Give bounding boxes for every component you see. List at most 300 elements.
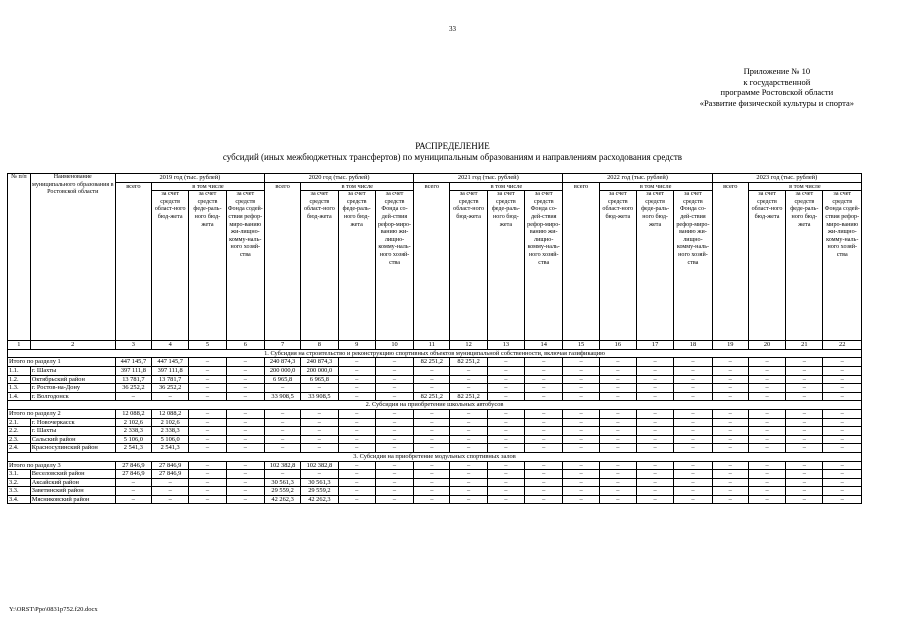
value-cell: – — [450, 444, 487, 453]
value-cell: – — [414, 409, 450, 418]
value-cell: 2 102,6 — [152, 418, 189, 427]
header-total: всего — [264, 182, 300, 341]
municipality-name: г. Новочеркасск — [30, 418, 115, 427]
value-cell: – — [226, 366, 264, 375]
value-cell: – — [712, 375, 748, 384]
value-cell: – — [487, 478, 524, 487]
value-cell: – — [189, 470, 226, 479]
column-number: 14 — [525, 341, 563, 350]
value-cell: 6 965,8 — [301, 375, 338, 384]
value-cell: – — [563, 478, 599, 487]
value-cell: – — [189, 384, 226, 393]
column-number: 5 — [189, 341, 226, 350]
value-cell: – — [636, 470, 673, 479]
value-cell: – — [674, 366, 712, 375]
table-body — [8, 349, 862, 504]
value-cell: – — [226, 392, 264, 401]
municipality-name: Мясниковский район — [30, 495, 115, 504]
value-cell: – — [786, 444, 823, 453]
value-cell: – — [301, 409, 338, 418]
value-cell: – — [338, 470, 375, 479]
section-title-row — [8, 401, 862, 410]
value-cell: – — [375, 384, 413, 393]
value-cell: – — [599, 375, 636, 384]
value-cell: – — [226, 409, 264, 418]
value-cell: 200 000,0 — [301, 366, 338, 375]
value-cell: – — [786, 427, 823, 436]
value-cell: – — [338, 418, 375, 427]
value-cell: – — [450, 409, 487, 418]
header-total: всего — [414, 182, 450, 341]
value-cell: – — [487, 461, 524, 470]
value-cell: – — [301, 444, 338, 453]
municipality-name: Красносулинский район — [30, 444, 115, 453]
value-cell: – — [599, 418, 636, 427]
row-number: 1.3. — [8, 384, 31, 393]
header-incl: в том числе — [152, 182, 265, 191]
value-cell: – — [712, 418, 748, 427]
header-federal-budget: за счет средств феде-раль-ного бюд-жета — [487, 191, 524, 341]
value-cell: – — [414, 384, 450, 393]
row-number: 3.2. — [8, 478, 31, 487]
header-incl: в том числе — [450, 182, 563, 191]
value-cell: – — [487, 487, 524, 496]
value-cell: – — [599, 358, 636, 367]
value-cell: 30 561,3 — [264, 478, 300, 487]
value-cell: – — [226, 427, 264, 436]
page-number: 33 — [449, 25, 456, 33]
value-cell: – — [450, 470, 487, 479]
value-cell: 102 382,8 — [264, 461, 300, 470]
column-number: 18 — [674, 341, 712, 350]
value-cell: – — [375, 495, 413, 504]
value-cell: – — [563, 444, 599, 453]
value-cell: – — [226, 444, 264, 453]
section-title-row — [8, 452, 862, 461]
value-cell: – — [152, 495, 189, 504]
value-cell: – — [636, 444, 673, 453]
value-cell: – — [674, 375, 712, 384]
value-cell: 30 561,3 — [301, 478, 338, 487]
value-cell: – — [226, 487, 264, 496]
value-cell: – — [636, 427, 673, 436]
column-number: 12 — [450, 341, 487, 350]
value-cell: – — [115, 392, 151, 401]
value-cell: – — [786, 418, 823, 427]
value-cell: – — [338, 435, 375, 444]
column-number: 11 — [414, 341, 450, 350]
value-cell: – — [189, 495, 226, 504]
value-cell: – — [450, 375, 487, 384]
column-number-row — [8, 341, 862, 350]
value-cell: – — [563, 427, 599, 436]
value-cell: – — [375, 366, 413, 375]
header-regional-budget: за счет средств област-ного бюд-жета — [301, 191, 338, 341]
value-cell: – — [487, 435, 524, 444]
section-title-row — [8, 349, 862, 358]
value-cell: – — [823, 418, 862, 427]
column-number: 20 — [748, 341, 785, 350]
value-cell: 13 781,7 — [152, 375, 189, 384]
table-row — [8, 366, 862, 375]
value-cell: 397 111,8 — [152, 366, 189, 375]
value-cell: – — [375, 478, 413, 487]
table-row — [8, 418, 862, 427]
value-cell: – — [823, 444, 862, 453]
value-cell: 2 541,3 — [115, 444, 151, 453]
table-row — [8, 427, 862, 436]
value-cell: – — [823, 495, 862, 504]
value-cell: – — [264, 444, 300, 453]
value-cell: 447 145,7 — [152, 358, 189, 367]
value-cell: – — [786, 461, 823, 470]
value-cell: – — [338, 444, 375, 453]
value-cell: – — [189, 358, 226, 367]
value-cell: – — [786, 384, 823, 393]
value-cell: – — [823, 461, 862, 470]
value-cell: – — [636, 366, 673, 375]
value-cell: – — [674, 358, 712, 367]
value-cell: – — [226, 384, 264, 393]
value-cell: – — [375, 375, 413, 384]
value-cell: – — [674, 461, 712, 470]
value-cell: – — [563, 409, 599, 418]
table-row — [8, 444, 862, 453]
value-cell: – — [487, 495, 524, 504]
value-cell: 82 251,2 — [414, 392, 450, 401]
value-cell: 82 251,2 — [450, 392, 487, 401]
value-cell: – — [226, 435, 264, 444]
value-cell: 42 262,3 — [301, 495, 338, 504]
value-cell: 2 102,6 — [115, 418, 151, 427]
municipality-name: Веселовский район — [30, 470, 115, 479]
value-cell: – — [712, 470, 748, 479]
value-cell: – — [823, 427, 862, 436]
value-cell: – — [450, 478, 487, 487]
value-cell: – — [674, 444, 712, 453]
column-number: 6 — [226, 341, 264, 350]
value-cell: – — [748, 470, 785, 479]
value-cell: – — [301, 470, 338, 479]
row-number: 3.4. — [8, 495, 31, 504]
value-cell: – — [712, 358, 748, 367]
value-cell: – — [748, 435, 785, 444]
header-incl: в том числе — [301, 182, 414, 191]
value-cell: – — [414, 495, 450, 504]
value-cell: – — [152, 478, 189, 487]
header-incl: в том числе — [748, 182, 861, 191]
value-cell: – — [636, 375, 673, 384]
value-cell: – — [375, 358, 413, 367]
value-cell: – — [487, 470, 524, 479]
document-subtitle: субсидий (иных межбюджетных трансфертов) по муниципальным образованиям и направлениям расходования средств — [222, 152, 683, 162]
value-cell: – — [748, 495, 785, 504]
column-number: 1 — [8, 341, 31, 350]
value-cell: – — [487, 384, 524, 393]
header-total: всего — [115, 182, 151, 341]
value-cell: – — [525, 427, 563, 436]
value-cell: – — [786, 409, 823, 418]
value-cell: – — [525, 478, 563, 487]
row-number: 3.1. — [8, 470, 31, 479]
value-cell: – — [636, 358, 673, 367]
value-cell: – — [599, 461, 636, 470]
value-cell: – — [189, 444, 226, 453]
value-cell: – — [599, 427, 636, 436]
value-cell: 33 908,5 — [264, 392, 300, 401]
value-cell: – — [414, 435, 450, 444]
value-cell: – — [712, 409, 748, 418]
value-cell: – — [563, 418, 599, 427]
value-cell: – — [636, 392, 673, 401]
value-cell: – — [712, 435, 748, 444]
value-cell: – — [189, 366, 226, 375]
value-cell: 36 252,2 — [115, 384, 151, 393]
value-cell: – — [712, 478, 748, 487]
appendix-line: программе Ростовской области — [720, 87, 834, 97]
header-year-2023: 2023 год (тыс. рублей) — [712, 174, 861, 183]
header-total: всего — [712, 182, 748, 341]
value-cell: – — [189, 392, 226, 401]
row-number: 2.2. — [8, 427, 31, 436]
header-housing-fund: за счет средств Фонда со-дей-ствия рефор-миро-ванию жи-лищно-комму-наль-ного хозяй-ства — [674, 191, 712, 341]
header-housing-fund: за счет средств Фонда со-дей-ствия рефор-миро-ванию жи-лищно-комму-наль-ного хозяй-ства — [375, 191, 413, 341]
value-cell: 82 251,2 — [450, 358, 487, 367]
value-cell: – — [375, 392, 413, 401]
value-cell: – — [786, 366, 823, 375]
value-cell: – — [712, 427, 748, 436]
table-row — [8, 392, 862, 401]
value-cell: – — [189, 487, 226, 496]
municipality-name: Заветинский район — [30, 487, 115, 496]
municipality-name: г. Волгодонск — [30, 392, 115, 401]
value-cell: – — [786, 392, 823, 401]
value-cell: – — [748, 487, 785, 496]
value-cell: – — [189, 435, 226, 444]
table-row — [8, 375, 862, 384]
value-cell: – — [525, 461, 563, 470]
value-cell: – — [487, 358, 524, 367]
value-cell: – — [189, 409, 226, 418]
value-cell: – — [450, 487, 487, 496]
value-cell: – — [563, 435, 599, 444]
value-cell: – — [450, 427, 487, 436]
municipality-name: Октябрьский район — [30, 375, 115, 384]
municipality-name: Аксайский район — [30, 478, 115, 487]
value-cell: 27 846,9 — [115, 470, 151, 479]
value-cell: – — [599, 444, 636, 453]
value-cell: – — [189, 478, 226, 487]
table-row — [8, 358, 862, 367]
value-cell: – — [375, 461, 413, 470]
value-cell: – — [712, 366, 748, 375]
value-cell: – — [748, 418, 785, 427]
value-cell: – — [525, 470, 563, 479]
value-cell: – — [414, 366, 450, 375]
header-year-2021: 2021 год (тыс. рублей) — [414, 174, 563, 183]
value-cell: – — [674, 487, 712, 496]
value-cell: – — [525, 409, 563, 418]
value-cell: – — [375, 418, 413, 427]
value-cell: – — [487, 392, 524, 401]
value-cell: – — [563, 470, 599, 479]
value-cell: – — [563, 358, 599, 367]
column-number: 2 — [30, 341, 115, 350]
value-cell: – — [487, 418, 524, 427]
column-number: 22 — [823, 341, 862, 350]
value-cell: – — [338, 478, 375, 487]
value-cell: – — [414, 487, 450, 496]
column-number: 16 — [599, 341, 636, 350]
municipality-name: г. Шахты — [30, 427, 115, 436]
header-regional-budget: за счет средств област-ного бюд-жета — [599, 191, 636, 341]
value-cell: – — [115, 487, 151, 496]
value-cell: – — [487, 375, 524, 384]
header-federal-budget: за счет средств феде-раль-ного бюд-жета — [786, 191, 823, 341]
value-cell: – — [450, 418, 487, 427]
column-number: 17 — [636, 341, 673, 350]
value-cell: – — [450, 461, 487, 470]
value-cell: – — [599, 366, 636, 375]
value-cell: – — [338, 487, 375, 496]
municipality-name: г. Ростов-на-Дону — [30, 384, 115, 393]
value-cell: – — [786, 435, 823, 444]
header-housing-fund: за счет средств Фонда со-дей-ствия рефор-миро-ванию жи-лищно-комму-наль-ного хозяй-ства — [525, 191, 563, 341]
table-row — [8, 461, 862, 470]
value-cell: – — [525, 435, 563, 444]
header-year-2019: 2019 год (тыс. рублей) — [115, 174, 264, 183]
value-cell: – — [748, 461, 785, 470]
row-number: 1.2. — [8, 375, 31, 384]
table-row — [8, 409, 862, 418]
column-number: 9 — [338, 341, 375, 350]
value-cell: 29 559,2 — [301, 487, 338, 496]
value-cell: – — [563, 461, 599, 470]
value-cell: – — [375, 409, 413, 418]
value-cell: – — [748, 478, 785, 487]
header-incl: в том числе — [599, 182, 712, 191]
document-title-block — [0, 141, 905, 163]
value-cell: – — [674, 392, 712, 401]
value-cell: – — [375, 470, 413, 479]
row-number: 3.3. — [8, 487, 31, 496]
value-cell: – — [487, 366, 524, 375]
row-number: 1.4. — [8, 392, 31, 401]
value-cell: – — [338, 427, 375, 436]
value-cell: – — [525, 392, 563, 401]
value-cell: 27 846,9 — [152, 461, 189, 470]
header-housing-fund: за счет средств Фонда содей-ствия рефор-миро-ванию жи-лищно-комму-наль-ного хозяй-ства — [823, 191, 862, 341]
value-cell: – — [525, 358, 563, 367]
value-cell: – — [563, 366, 599, 375]
value-cell: – — [414, 418, 450, 427]
table-row — [8, 384, 862, 393]
column-number: 13 — [487, 341, 524, 350]
value-cell: – — [487, 409, 524, 418]
value-cell: – — [338, 392, 375, 401]
value-cell: – — [338, 495, 375, 504]
value-cell: – — [375, 487, 413, 496]
section-title: 3. Субсидия на приобретение модульных спортивных залов — [8, 452, 862, 461]
value-cell: 27 846,9 — [115, 461, 151, 470]
value-cell: – — [599, 435, 636, 444]
value-cell: 102 382,8 — [301, 461, 338, 470]
header-federal-budget: за счет средств феде-раль-ного бюд-жета — [338, 191, 375, 341]
table-row — [8, 478, 862, 487]
value-cell: – — [599, 487, 636, 496]
appendix-line: Приложение № 10 — [743, 66, 811, 76]
value-cell: – — [450, 384, 487, 393]
value-cell: – — [636, 435, 673, 444]
municipality-name: Итого по разделу 3 — [8, 461, 116, 470]
value-cell: – — [338, 375, 375, 384]
value-cell: – — [338, 366, 375, 375]
value-cell: 2 541,3 — [152, 444, 189, 453]
column-number: 15 — [563, 341, 599, 350]
value-cell: 13 781,7 — [115, 375, 151, 384]
section-title: 2. Субсидия на приобретение школьных автобусов — [8, 401, 862, 410]
value-cell: 397 111,8 — [115, 366, 151, 375]
appendix-block — [700, 66, 854, 108]
value-cell: – — [712, 495, 748, 504]
value-cell: – — [375, 444, 413, 453]
value-cell: – — [264, 470, 300, 479]
value-cell: – — [450, 366, 487, 375]
value-cell: – — [636, 384, 673, 393]
value-cell: – — [786, 487, 823, 496]
value-cell: – — [487, 444, 524, 453]
value-cell: – — [636, 409, 673, 418]
value-cell: – — [636, 418, 673, 427]
value-cell: – — [599, 392, 636, 401]
value-cell: – — [264, 418, 300, 427]
value-cell: – — [563, 495, 599, 504]
value-cell: – — [226, 470, 264, 479]
value-cell: – — [301, 435, 338, 444]
value-cell: – — [823, 409, 862, 418]
value-cell: – — [226, 358, 264, 367]
value-cell: 2 338,3 — [152, 427, 189, 436]
value-cell: – — [414, 444, 450, 453]
row-number: 2.3. — [8, 435, 31, 444]
value-cell: 42 262,3 — [264, 495, 300, 504]
value-cell: – — [338, 358, 375, 367]
column-number: 7 — [264, 341, 300, 350]
value-cell: – — [823, 470, 862, 479]
value-cell: – — [338, 384, 375, 393]
value-cell: 447 145,7 — [115, 358, 151, 367]
value-cell: – — [487, 427, 524, 436]
value-cell: – — [712, 461, 748, 470]
value-cell: – — [264, 427, 300, 436]
value-cell: – — [823, 366, 862, 375]
header-year-2020: 2020 год (тыс. рублей) — [264, 174, 413, 183]
municipality-name: Итого по разделу 2 — [8, 409, 116, 418]
value-cell: – — [414, 461, 450, 470]
value-cell: – — [115, 478, 151, 487]
column-number: 10 — [375, 341, 413, 350]
value-cell: 5 106,0 — [152, 435, 189, 444]
header-no: № п/п — [8, 174, 31, 341]
value-cell: – — [525, 366, 563, 375]
value-cell: – — [189, 461, 226, 470]
value-cell: – — [786, 358, 823, 367]
value-cell: – — [823, 384, 862, 393]
column-number: 3 — [115, 341, 151, 350]
value-cell: 82 251,2 — [414, 358, 450, 367]
value-cell: – — [115, 495, 151, 504]
column-number: 8 — [301, 341, 338, 350]
